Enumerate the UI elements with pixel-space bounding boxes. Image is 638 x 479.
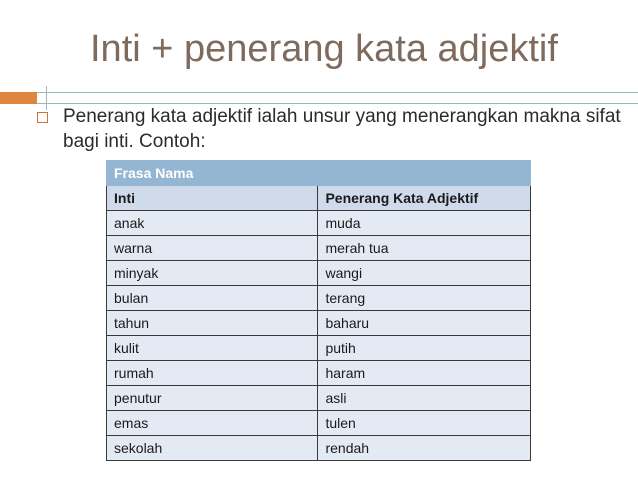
table-row: [107, 411, 531, 436]
divider-tick: [46, 86, 47, 110]
frasa-nama-table: [106, 160, 531, 461]
table-row: [107, 286, 531, 311]
cell-penerang: putih: [318, 336, 531, 361]
cell-inti: emas: [107, 411, 318, 436]
cell-penerang: rendah: [318, 436, 531, 461]
cell-inti: sekolah: [107, 436, 318, 461]
cell-inti: rumah: [107, 361, 318, 386]
table-row: [107, 236, 531, 261]
table-row: [107, 386, 531, 411]
cell-penerang: wangi: [318, 261, 531, 286]
cell-inti: tahun: [107, 311, 318, 336]
cell-inti: minyak: [107, 261, 318, 286]
cell-penerang: asli: [318, 386, 531, 411]
table-header-row: [107, 186, 531, 211]
bullet-square-icon: [37, 112, 48, 123]
table-row: [107, 336, 531, 361]
cell-penerang: terang: [318, 286, 531, 311]
table-row: [107, 261, 531, 286]
cell-penerang: baharu: [318, 311, 531, 336]
cell-inti: warna: [107, 236, 318, 261]
cell-inti: bulan: [107, 286, 318, 311]
cell-penerang: haram: [318, 361, 531, 386]
title-divider-top: [0, 92, 638, 93]
table-row: [107, 361, 531, 386]
table-row: [107, 311, 531, 336]
cell-penerang: muda: [318, 211, 531, 236]
table-caption-row: [107, 161, 531, 186]
table-caption: Frasa Nama: [107, 161, 531, 186]
column-header-penerang: Penerang Kata Adjektif: [318, 186, 531, 211]
cell-inti: kulit: [107, 336, 318, 361]
bullet-text: Penerang kata adjektif ialah unsur yang menerangkan makna sifat bagi inti. Contoh:: [63, 106, 621, 152]
cell-inti: anak: [107, 211, 318, 236]
slide-title: Inti + penerang kata adjektif: [90, 28, 558, 70]
cell-penerang: tulen: [318, 411, 531, 436]
accent-bar: [0, 92, 37, 104]
cell-inti: penutur: [107, 386, 318, 411]
cell-penerang: merah tua: [318, 236, 531, 261]
column-header-inti: Inti: [107, 186, 318, 211]
table-row: [107, 436, 531, 461]
table-row: [107, 211, 531, 236]
